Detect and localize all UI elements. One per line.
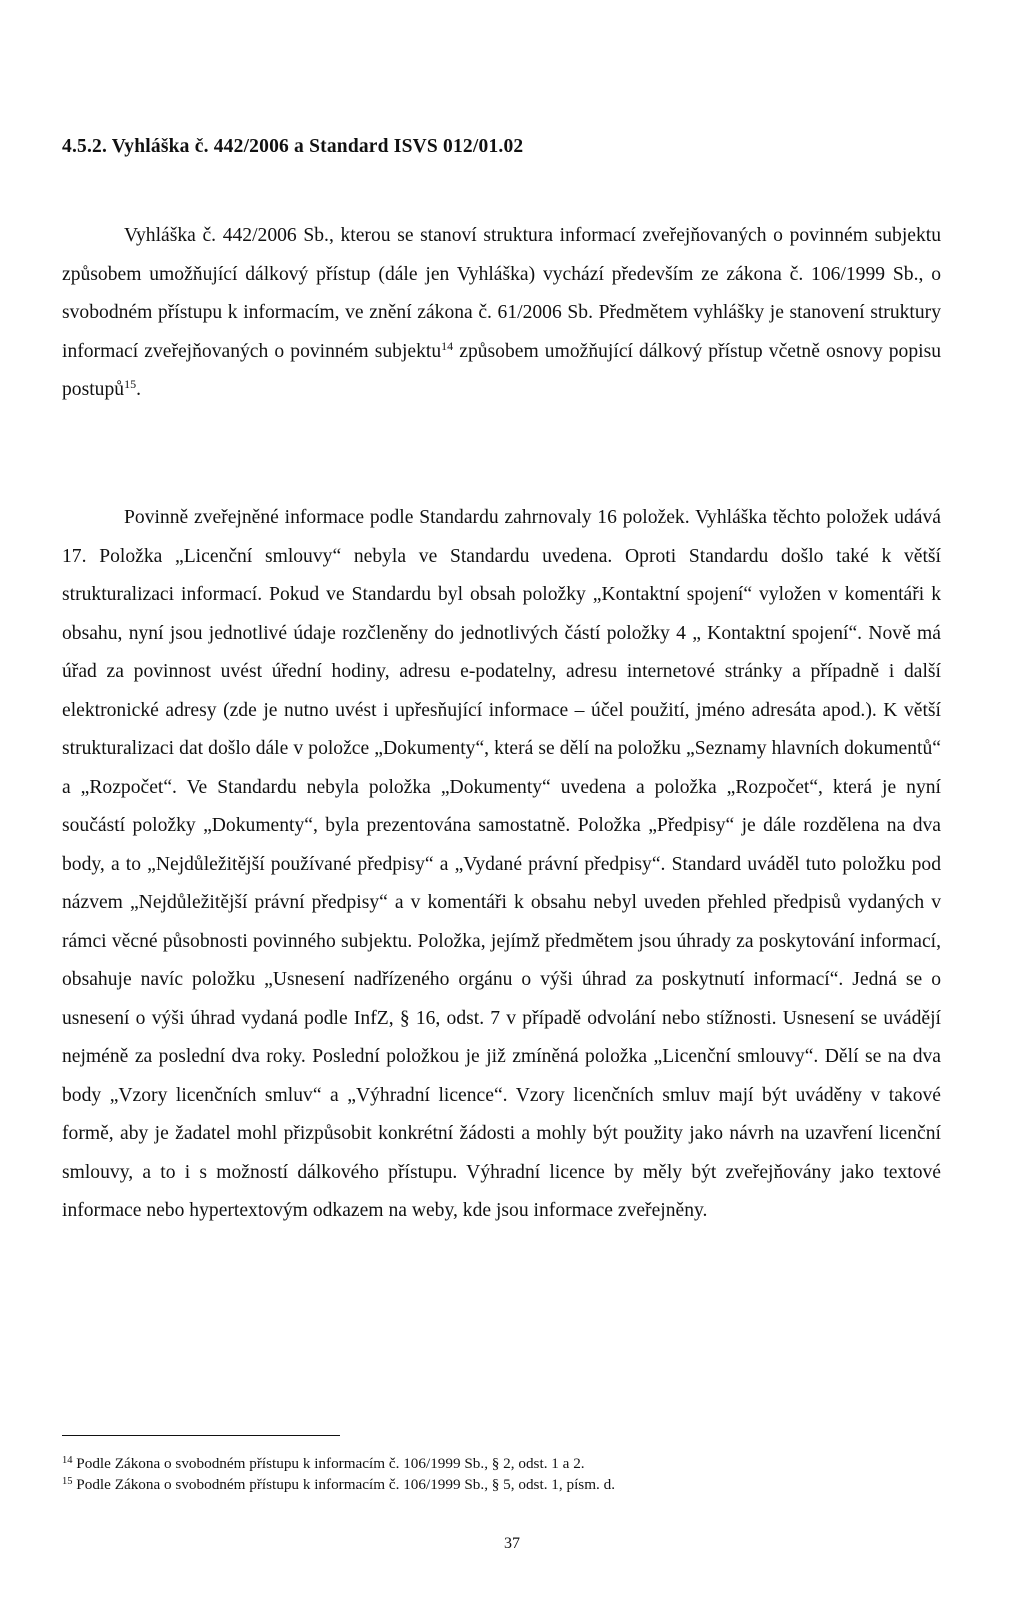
footnote-14 bbox=[62, 1453, 941, 1474]
footnote-ref-15: 15 bbox=[124, 377, 137, 391]
footnote-number: 15 bbox=[62, 1476, 73, 1487]
footnote-separator bbox=[62, 1435, 340, 1436]
paragraph-2-text: Povinně zveřejněné informace podle Standardu zahrnovaly 16 položek. Vyhláška těchto položek udává 17. Položka „Licenční smlouvy“ nebyla ve Standardu uvedena. Oproti Standardu došlo také k větší strukturalizaci informací. Pokud ve Standardu byl obsah položky „Kontaktní spojení“ vyložen v komentáři k obsahu, nyní jsou jednotlivé údaje rozčleněny do jednotlivých částí položky 4 „ Kontaktní spojení“. Nově má úřad za povinnost uvést úřední hodiny, adresu e-podatelny, adresu internetové stránky a případně i další elektronické adresy (zde je nutno uvést i upřesňující informace – účel použití, jméno adresáta apod.). K větší strukturalizaci dat došlo dále v položce „Dokumenty“, která se dělí na položku „Seznamy hlavních dokumentů“ a „Rozpočet“. Ve Standardu nebyla položka „Dokumenty“ uvedena a položka „Rozpočet“, která je nyní součástí položky „Dokumenty“, byla prezentována samostatně. Položka „Předpisy“ je dále rozdělena na dva body, a to „Nejdůležitější používané předpisy“ a „Vydané právní předpisy“. Standard uváděl tuto položku pod názvem „Nejdůležitější právní předpisy“ a v komentáři k obsahu nebyl uveden přehled předpisů vydaných v rámci věcné působnosti povinného subjektu. Položka, jejímž předmětem jsou úhrady za poskytování informací, obsahuje navíc položku „Usnesení nadřízeného orgánu o výši úhrad za poskytnutí informací“. Jedná se o usnesení o výši úhrad vydaná podle InfZ, § 16, odst. 7 v případě odvolání nebo stížnosti. Usnesení se uvádějí nejméně za poslední dva roky. Poslední položkou je již zmíněná položka „Licenční smlouvy“. Dělí se na dva body „Vzory licenčních smluv“ a „Výhradní licence“. Vzory licenčních smluv mají být uváděny v takové formě, aby je žadatel mohl přizpůsobit konkrétní žádosti a mohly být použity jako návrh na uzavření licenční smlouvy, a to i s možností dálkového přístupu. Výhradní licence by měly být zveřejňovány jako textové informace nebo hypertextovým odkazem na weby, kde jsou informace zveřejněny. bbox=[62, 507, 941, 1221]
paragraph-1-text-a: Vyhláška č. 442/2006 Sb., kterou se stanoví struktura informací zveřejňovaných o povinném subjektu způsobem umožňující dálkový přístup (dále jen Vyhláška) vychází především ze zákona č. 106/1999 Sb., o svobodném přístupu k informacím, ve znění zákona č. 61/2006 Sb. Předmětem vyhlášky je stanovení struktury informací zveřejňovaných o povinném subjektu bbox=[62, 225, 941, 362]
section-heading: 4.5.2. Vyhláška č. 442/2006 a Standard ISVS 012/01.02 bbox=[62, 136, 524, 157]
paragraph-1-text-b: způsobem umožňující dálkový přístup včetně osnovy popisu postupů bbox=[62, 340, 941, 400]
footnotes bbox=[62, 1453, 941, 1495]
footnote-number: 14 bbox=[62, 1455, 73, 1466]
footnote-text: Podle Zákona o svobodném přístupu k informacím č. 106/1999 Sb., § 5, odst. 1, písm. d. bbox=[72, 1476, 615, 1493]
paragraph-1-text-c: . bbox=[136, 379, 141, 400]
footnote-text: Podle Zákona o svobodném přístupu k informacím č. 106/1999 Sb., § 2, odst. 1 a 2. bbox=[72, 1455, 585, 1472]
paragraph-2 bbox=[62, 499, 941, 1231]
page-number: 37 bbox=[504, 1535, 520, 1552]
footnote-ref-14: 14 bbox=[441, 338, 454, 353]
paragraph-1 bbox=[62, 217, 941, 410]
footnote-15 bbox=[62, 1474, 941, 1495]
